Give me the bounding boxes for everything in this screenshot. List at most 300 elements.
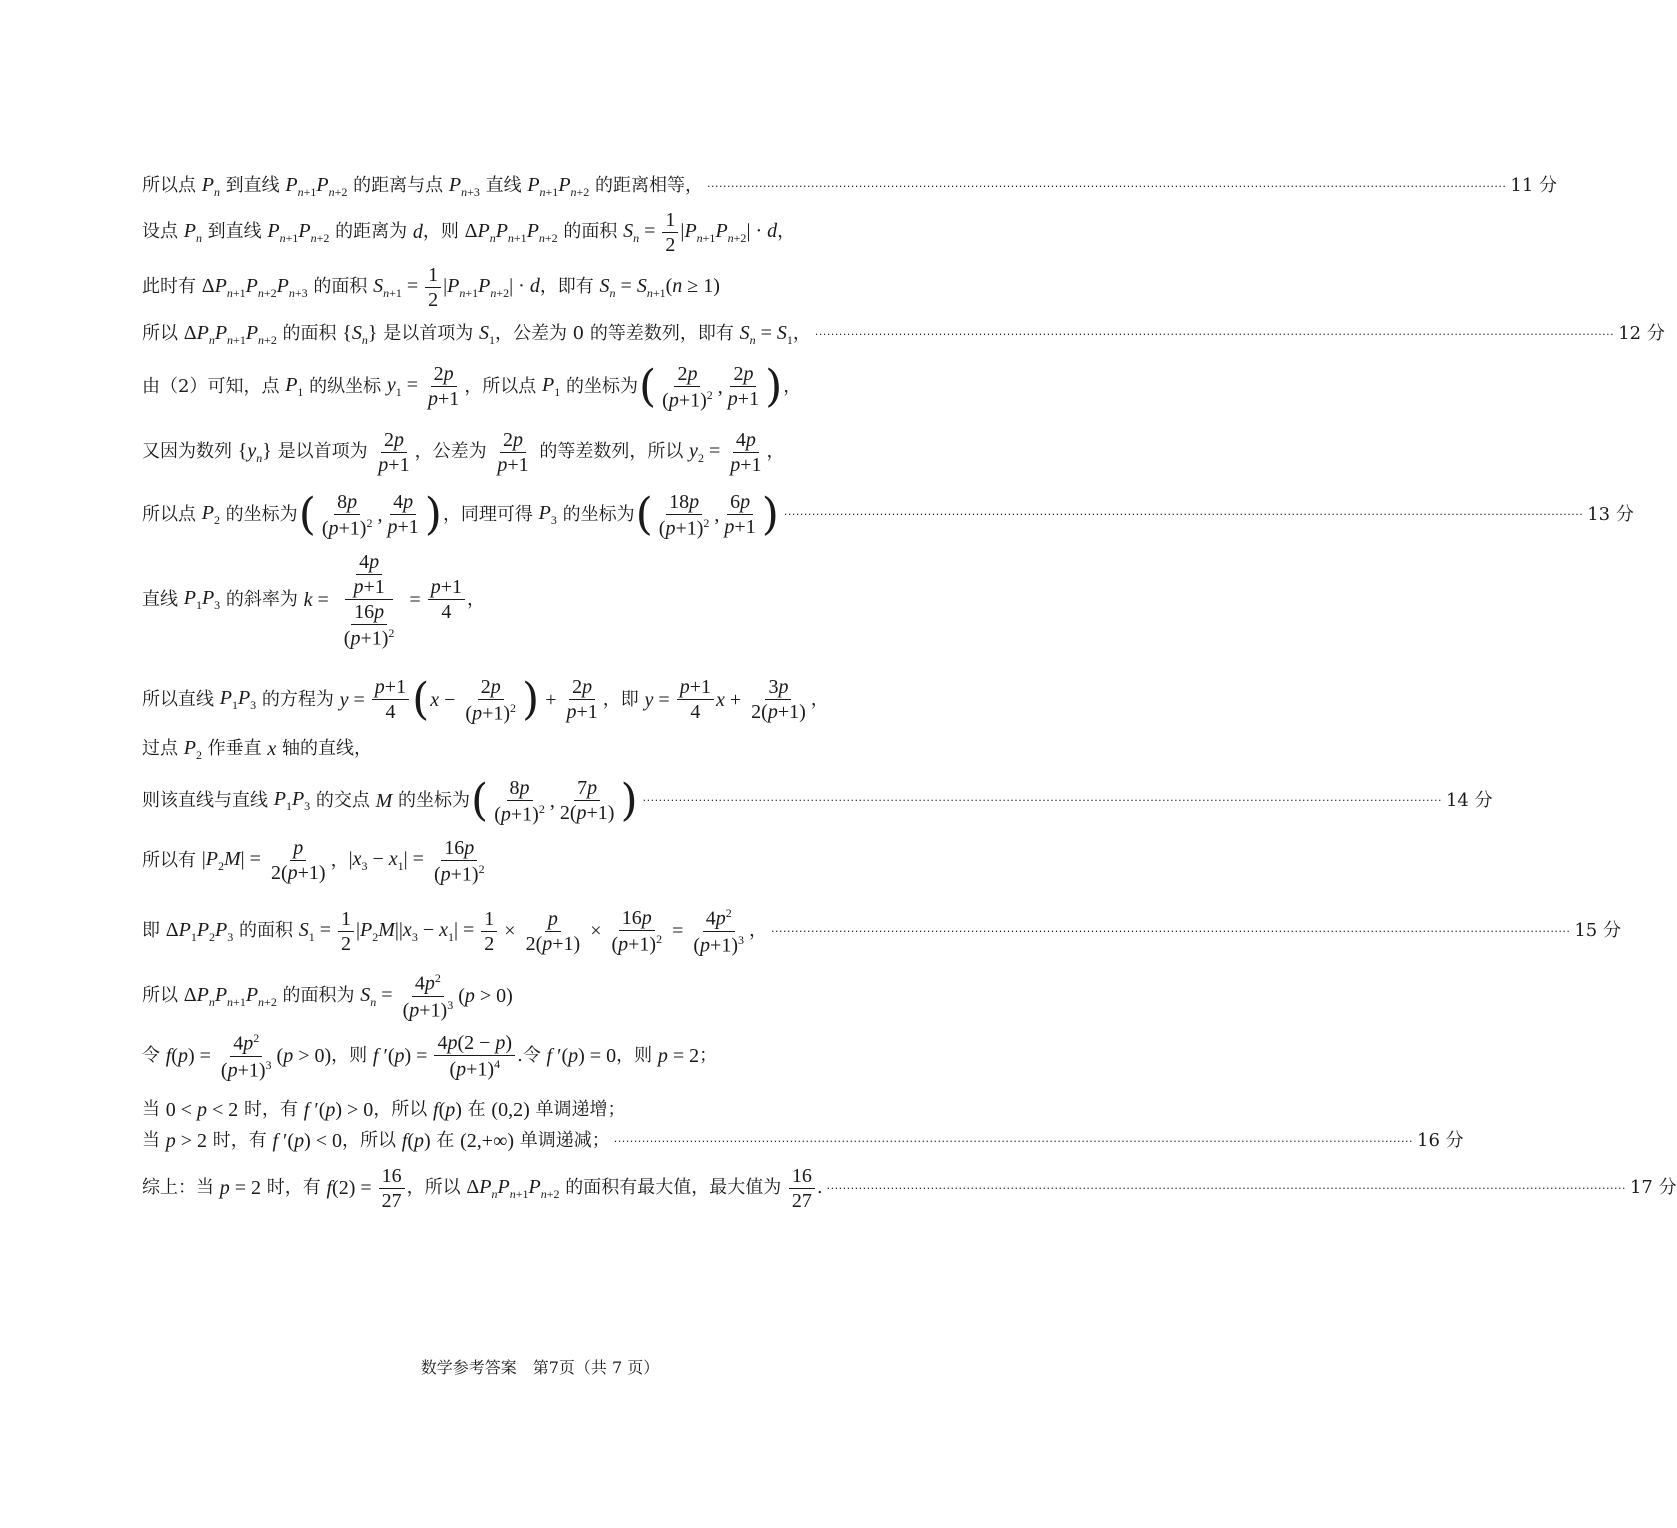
text-segment: ， [330, 849, 349, 871]
denominator: $(p+1)^2$ [494, 801, 545, 826]
text-segment: 单调递增； [529, 1099, 626, 1120]
line-content [142, 210, 795, 255]
denominator: $(p+1)^4$ [449, 1056, 501, 1081]
math-expression: $\Delta P_1P_2P_3$ [165, 918, 234, 944]
denominator: $(p+1)^2$ [343, 625, 395, 650]
leader-dots: ········································································································································································································ [814, 327, 1615, 341]
solution-line [142, 972, 926, 1020]
math-expression: f ′(p) > 0 [303, 1099, 374, 1121]
denominator: 2 [428, 288, 439, 311]
text-segment: 即 [142, 920, 166, 942]
big-paren: ( [298, 488, 316, 540]
numerator: p+1 [372, 677, 409, 700]
numerator: p+1 [428, 577, 465, 600]
big-paren: ) [761, 488, 779, 540]
denominator: 4 [690, 701, 701, 724]
numerator: p [290, 838, 306, 861]
denominator: $(p+1)^2$ [321, 515, 373, 540]
big-paren: ( [471, 774, 489, 826]
text-segment: 的面积为 [276, 985, 361, 1007]
denominator: 2(p+1) [751, 701, 806, 724]
math-expression: $S_1$ [478, 321, 495, 347]
text-segment: 的纵坐标 [303, 375, 387, 397]
solution-line [142, 906, 1621, 957]
denominator: $(p+1)^3$ [693, 932, 744, 957]
denominator: 2(p+1) [270, 862, 326, 885]
numerator: 2p [478, 677, 504, 700]
math-expression: $y_2$ = [689, 439, 726, 465]
numerator: 16p [441, 838, 477, 861]
solution-line [142, 360, 926, 412]
numerator: 1 [425, 265, 441, 288]
numerator: 16p [619, 908, 655, 931]
text-segment: 作垂直 [201, 738, 268, 759]
math-expression: d [412, 221, 423, 243]
text-segment: ， [792, 323, 811, 344]
fraction [494, 430, 531, 475]
text-segment: ，则 [422, 221, 465, 242]
math-expression: $P_1P_3$ [273, 788, 311, 814]
text-segment: 的面积 [276, 323, 343, 344]
text-segment: 的距离为 [329, 221, 413, 242]
math-expression: + [540, 688, 562, 711]
math-expression: , [377, 503, 383, 526]
text-segment: ，公差为 [414, 441, 493, 462]
denominator: 2(p+1) [559, 802, 615, 825]
math-expression: f(p) = [165, 1045, 216, 1068]
text-segment: 在 [461, 1099, 492, 1120]
math-expression: $P_1P_3$ [183, 587, 221, 613]
fraction [462, 677, 519, 724]
math-expression: $\Delta P_nP_{n+1}P_{n+2}$ [183, 321, 277, 347]
text-segment: ， [810, 688, 829, 710]
numerator: 2p [674, 364, 700, 387]
solution-line [142, 210, 926, 255]
text-segment: 时，有 [238, 1099, 304, 1120]
solution-line [142, 1032, 926, 1080]
leader-dots: ········································································································································································································ [613, 1134, 1414, 1148]
denominator: 2 [341, 932, 351, 955]
text-segment: 的等差数列，所以 [533, 441, 690, 462]
text-segment: 的面积有最大值，最大值为 [559, 1177, 787, 1198]
fraction [372, 677, 409, 722]
text-segment: ； [699, 1045, 718, 1067]
text-segment: 是以首项为 [377, 323, 479, 344]
text-segment: 此时有 [142, 276, 202, 297]
denominator: 2(p+1) [525, 932, 581, 955]
text-segment: 轴的直线， [276, 738, 373, 759]
numerator: 16 [789, 1166, 815, 1189]
math-expression: $|x_3 - x_1|$ = [348, 848, 429, 874]
inner-fraction [350, 552, 387, 597]
fraction [375, 430, 412, 475]
text-segment: 所以 [142, 323, 184, 344]
text-segment: ， [783, 375, 802, 397]
text-segment: ， [766, 441, 785, 462]
leader-dots: ········································································································································································································ [826, 1181, 1626, 1195]
score-label: 15 分 [1574, 920, 1621, 942]
numerator: 4p(2 − p) [434, 1033, 515, 1056]
text-segment: 过点 [142, 738, 184, 759]
solution-line [142, 430, 926, 475]
solution-line [142, 673, 926, 725]
denominator [336, 600, 403, 649]
fraction [425, 364, 462, 409]
math-expression: y = [339, 688, 370, 711]
denominator: p+1 [387, 516, 419, 539]
fraction [659, 364, 716, 411]
denominator: p+1 [730, 453, 762, 476]
solution-line [142, 738, 926, 761]
math-expression: $P_2$ [183, 736, 202, 762]
math-expression: $|P_2M||x_3 - x_1|$ = [356, 918, 480, 944]
math-expression: f(2) = [326, 1177, 377, 1199]
numerator: 7p [574, 778, 600, 801]
fraction [400, 972, 457, 1020]
score-label: 14 分 [1445, 789, 1493, 811]
numerator: 2p [431, 364, 457, 387]
text-segment: 所以点 [142, 503, 202, 525]
denominator: $(p+1)^2$ [662, 387, 713, 412]
text-segment: ， [466, 588, 485, 610]
denominator: p+1 [724, 516, 756, 539]
math-expression: $\{S_n\}$ [342, 321, 378, 347]
solution-line [142, 1100, 926, 1120]
denominator: $(p+1)^3$ [220, 1057, 272, 1082]
solution-line [142, 488, 1634, 540]
math-expression: 0 < p < 2 [165, 1099, 239, 1121]
numerator: 3p [765, 677, 791, 700]
math-expression: y = [644, 688, 675, 711]
line-content [142, 552, 485, 649]
solution-line [142, 265, 926, 310]
big-paren: ) [765, 360, 783, 412]
text-segment: 当 [142, 1099, 166, 1120]
fraction [721, 492, 758, 537]
math-expression: p = 2 [657, 1045, 700, 1068]
fraction [379, 1166, 405, 1211]
text-segment: ，同理可得 [442, 503, 539, 525]
fraction [608, 908, 665, 955]
numerator: p+1 [677, 677, 714, 700]
big-paren: ) [424, 488, 442, 540]
line-content [142, 1131, 610, 1151]
numerator: 1 [338, 909, 354, 932]
math-expression: $P_1$ [285, 374, 304, 400]
text-segment: ，则 [331, 1045, 373, 1067]
line-content [142, 774, 639, 826]
text-segment: 的面积 [233, 920, 299, 942]
line-content [142, 907, 767, 955]
text-segment: 的坐标为 [560, 375, 638, 397]
denominator: 4 [441, 601, 452, 624]
big-paren: ( [635, 488, 653, 540]
fraction [434, 1033, 515, 1080]
denominator: $(p+1)^2$ [465, 700, 517, 725]
line-content [142, 323, 811, 346]
math-expression: (p > 0) [458, 985, 513, 1008]
solution-line [142, 552, 926, 649]
fraction [748, 677, 809, 722]
numerator: 1 [662, 210, 678, 233]
fraction [425, 265, 441, 310]
text-segment: 所以有 [142, 849, 202, 871]
fraction [523, 909, 584, 954]
text-segment: ，则 [616, 1045, 658, 1067]
fraction [428, 577, 465, 622]
text-segment: ，即 [602, 688, 645, 710]
math-expression: f ′(p) = 0 [546, 1045, 617, 1068]
score-label: 12 分 [1618, 323, 1665, 344]
text-segment: 时，有 [207, 1130, 273, 1151]
fraction [677, 677, 714, 722]
line-content [142, 1100, 625, 1120]
math-expression: $\Delta P_nP_{n+1}P_{n+2}$ [466, 1175, 560, 1201]
fraction [662, 210, 678, 255]
solution-line [142, 1164, 1677, 1212]
text-segment: 在 [430, 1130, 461, 1151]
denominator: p+1 [497, 453, 529, 476]
text-segment: ，所以点 [464, 375, 543, 397]
leader-dots: ········································································································································································································ [707, 179, 1507, 193]
solution-line [142, 1130, 1464, 1152]
fraction [319, 492, 376, 539]
denominator: $(p+1)^2$ [433, 861, 485, 886]
math-expression: $\Delta P_nP_{n+1}P_{n+2}$ [464, 219, 558, 245]
text-segment: ，即有 [539, 276, 600, 297]
line-content [142, 972, 513, 1020]
denominator: 2 [665, 233, 676, 256]
line-content [142, 360, 802, 412]
numerator: 4p [733, 430, 759, 453]
text-segment: 的坐标为 [219, 503, 298, 525]
solution-line [142, 774, 1493, 826]
math-expression: p = 2 [219, 1177, 262, 1199]
text-segment: 的距离相等， [589, 175, 704, 196]
numerator: 2p [730, 364, 756, 387]
numerator: 8p [507, 778, 533, 801]
numerator: 18p [666, 492, 702, 515]
math-expression: $P_{n+1}P_{n+2}$ [527, 173, 590, 199]
denominator: $(p+1)^2$ [658, 515, 710, 540]
numerator: 2p [381, 430, 407, 453]
fraction [268, 838, 329, 883]
math-expression: f(p) [433, 1099, 462, 1121]
math-expression: x − [430, 688, 461, 711]
fraction [725, 364, 762, 409]
math-expression: (0,2) [491, 1099, 530, 1121]
score-label: 13 分 [1587, 503, 1634, 525]
denominator: p+1 [727, 388, 760, 411]
numerator: 1 [481, 909, 497, 932]
line-content [142, 265, 720, 310]
denominator: 4 [385, 701, 396, 724]
numerator: p [545, 909, 561, 932]
text-segment: 直线 [479, 175, 528, 196]
denominator: 2 [484, 932, 495, 955]
text-segment: 所以直线 [142, 688, 220, 710]
line-content [142, 430, 785, 475]
math-expression: x + [715, 688, 747, 711]
numerator: 4p [390, 492, 416, 515]
text-segment: 单调递减； [513, 1130, 610, 1151]
math-expression: = [404, 588, 426, 611]
numerator: 4p [356, 552, 382, 575]
text-segment: 则该直线与直线 [142, 789, 274, 811]
math-expression: x [267, 738, 277, 760]
solution-line [142, 838, 926, 885]
page-footer: 数学参考答案 第7页（共 7 页） [420, 1358, 660, 1377]
math-expression: $|P_2M|$ = [201, 848, 266, 874]
score-label: 11 分 [1510, 175, 1558, 196]
text-segment: 令 [142, 1045, 166, 1067]
math-expression: (2,+∞) [460, 1130, 514, 1152]
denominator: $(p+1)^3$ [402, 997, 454, 1022]
denominator: p+1 [566, 701, 598, 724]
leader-dots: ········································································································································································································ [771, 924, 1571, 938]
text-segment: 的面积 [307, 276, 374, 297]
math-expression: $P_n$ [183, 219, 202, 245]
math-expression: × [585, 920, 607, 943]
math-expression: $S_n$ = [360, 983, 398, 1009]
text-segment: 综上：当 [142, 1177, 220, 1198]
math-expression: $\Delta P_{n+1}P_{n+2}P_{n+3}$ [201, 274, 308, 300]
text-segment: ，公差为 0 的等差数列，即有 [494, 323, 740, 344]
text-segment: 到直线 [201, 221, 268, 242]
math-expression: , [717, 375, 723, 398]
fraction [690, 907, 747, 955]
math-expression: $S_n = S_1$ [739, 321, 793, 347]
numerator [345, 552, 392, 600]
text-segment: ， [777, 221, 796, 242]
math-expression: $S_n$ = [623, 219, 661, 245]
math-expression: $P_1P_3$ [219, 687, 257, 713]
numerator: 2p [500, 430, 526, 453]
big-paren: ) [620, 774, 638, 826]
math-expression: $P_3$ [538, 502, 557, 528]
fraction [218, 1032, 275, 1080]
math-expression: $\{y_n\}$ [237, 439, 272, 465]
math-expression: $P_{n+3}$ [448, 173, 480, 199]
text-segment: 设点 [142, 221, 184, 242]
math-expression: $P_1$ [542, 374, 561, 400]
text-segment: ，所以 [406, 1177, 467, 1198]
solution-line [142, 173, 1558, 199]
score-label: 17 分 [1629, 1177, 1677, 1198]
text-segment: . [816, 1177, 823, 1198]
line-content [142, 175, 703, 198]
text-segment: 时，有 [261, 1177, 327, 1198]
compound-fraction [336, 552, 403, 649]
math-expression: f ′(p) = [372, 1045, 433, 1068]
fraction [557, 778, 618, 823]
math-expression: $S_1$ = [298, 918, 336, 944]
numerator: $4p^2$ [230, 1032, 262, 1057]
text-segment: 又因为数列 [142, 441, 238, 462]
numerator: $4p^2$ [412, 972, 444, 997]
denominator: p+1 [428, 388, 460, 411]
text-segment: 当 [142, 1130, 166, 1151]
math-expression: f ′(p) < 0 [272, 1130, 343, 1152]
score-label: 16 分 [1417, 1130, 1464, 1151]
text-segment: 的面积 [557, 221, 624, 242]
numerator: 6p [727, 492, 753, 515]
line-content [142, 673, 829, 725]
math-expression: $P_2$ [201, 502, 220, 528]
math-expression: (p > 0) [276, 1045, 332, 1068]
denominator: $(p+1)^2$ [611, 931, 663, 956]
math-expression: $P_{n+1}P_{n+2}$ [285, 173, 348, 199]
math-expression: , [714, 503, 720, 526]
text-segment: 所以点 [142, 175, 202, 196]
fraction [656, 492, 713, 539]
leader-dots: ········································································································································································································ [783, 508, 1584, 522]
text-segment: 的斜率为 [220, 588, 304, 610]
text-segment: ，所以 [373, 1099, 434, 1120]
math-expression: , [549, 789, 555, 812]
inner-fraction [341, 602, 398, 649]
text-segment: ， [749, 920, 767, 942]
math-expression: = [667, 920, 689, 943]
line-content [142, 838, 490, 885]
text-segment: 所以 [142, 985, 184, 1007]
text-segment: 直线 [142, 588, 184, 610]
denominator: p+1 [378, 453, 410, 476]
text-segment: 的坐标为 [556, 503, 635, 525]
denominator: 27 [381, 1189, 402, 1212]
text-segment: ，所以 [342, 1130, 402, 1151]
numerator: 16p [351, 602, 387, 625]
fraction [564, 677, 601, 722]
leader-dots: ········································································································································································································ [642, 794, 1442, 808]
math-expression: M [375, 789, 393, 812]
text-segment: 的方程为 [256, 688, 340, 710]
math-expression: $|P_{n+1}P_{n+2}| \cdot d$ [443, 274, 540, 300]
fraction [338, 909, 354, 954]
math-expression: × [499, 920, 521, 943]
fraction [491, 778, 548, 825]
big-paren: ) [522, 673, 540, 725]
numerator: 16 [379, 1166, 405, 1189]
numerator: 2p [569, 677, 595, 700]
denominator: p+1 [353, 575, 385, 598]
line-content [142, 1032, 717, 1080]
math-expression: $|P_{n+1}P_{n+2}| \cdot d$ [680, 219, 778, 245]
fraction [789, 1166, 815, 1211]
solution-line [142, 321, 1665, 347]
text-segment: 到直线 [219, 175, 286, 196]
big-paren: ( [639, 360, 657, 412]
line-content [142, 488, 780, 540]
math-expression: $\Delta P_nP_{n+1}P_{n+2}$ [183, 983, 277, 1009]
math-expression: $S_n = S_{n+1}(n \ge 1)$ [599, 274, 720, 300]
big-paren: ( [412, 673, 430, 725]
math-expression: p > 2 [165, 1130, 208, 1152]
math-expression: k = [303, 588, 334, 611]
math-expression: f(p) [401, 1130, 431, 1152]
text-segment: 由（2）可知，点 [142, 375, 286, 397]
text-segment: 的坐标为 [392, 789, 471, 811]
fraction [481, 909, 497, 954]
numerator: $4p^2$ [703, 907, 735, 932]
fraction [384, 492, 421, 537]
denominator: 27 [791, 1189, 812, 1212]
math-expression: $y_1$ = [386, 374, 424, 400]
line-content [142, 738, 372, 761]
line-content [142, 1166, 823, 1211]
math-expression: $S_{n+1}$ = [373, 274, 424, 300]
math-expression: $P_{n+1}P_{n+2}$ [267, 219, 330, 245]
